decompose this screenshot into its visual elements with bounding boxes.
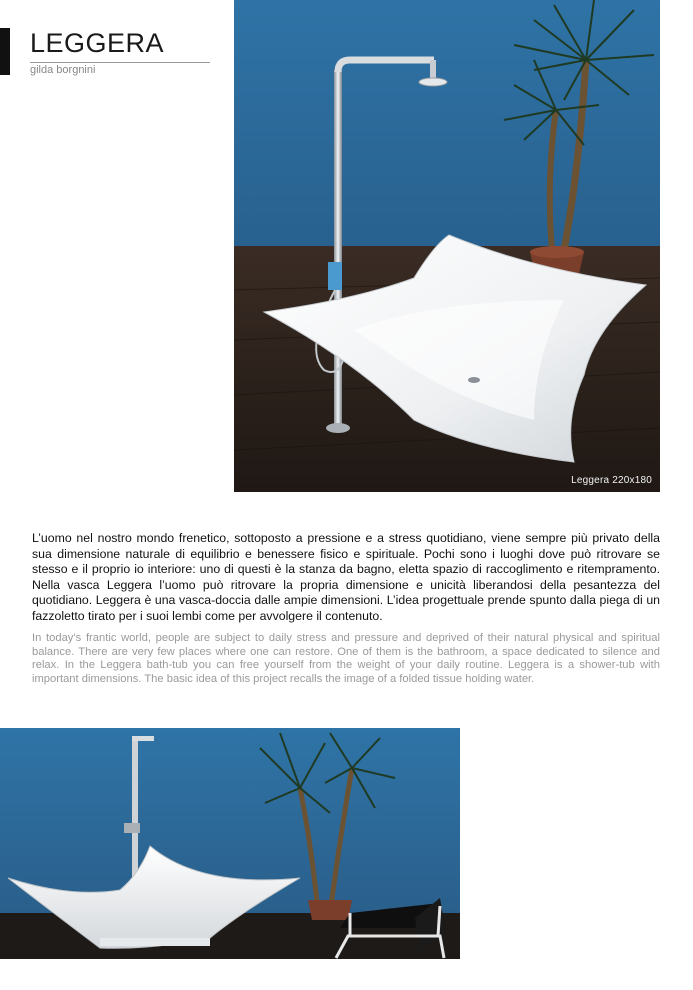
hero-caption: Leggera 220x180 (571, 475, 652, 486)
secondary-product-photo (0, 728, 460, 959)
hero-photo-illustration (234, 0, 660, 492)
designer-name: gilda borgnini (30, 64, 96, 76)
header-accent-bar (0, 28, 10, 75)
description-english: In today’s frantic world, people are subject to daily stress and pressure and deprived of their natural physical and spiritual balance. There are very few places where one can restore. One of them is the bathroom, a space dedicated to silence and relax. In the Leggera bath-tub you can free yourself from the weight of your daily routine. Leggera is a shower-tub with important dimensions. The basic idea of this project recalls the image of a folded tissue holding water. (32, 632, 660, 685)
title-divider (30, 62, 210, 63)
hero-product-photo (234, 0, 660, 492)
description-italian: L’uomo nel nostro mondo frenetico, sottoposto a pressione e a stress quotidiano, viene sempre più privato della sua dimensione naturale di equilibrio e benessere fisico e spirituale. Pochi sono i luoghi dove può ritrovare se stesso e il proprio io interiore: uno di questi è la stanza da bagno, eletta spazio di raccoglimento e ritempramento. Nella vasca Leggera l’uomo può ritrovare la propria dimensione e unicità liberandosi della pesantezza del quotidiano. Leggera è una vasca-doccia dalle ampie dimensioni. L’idea progettuale prende spunto dalla piega di un fazzoletto tirato per i suoi lembi come per avvolgere il contenuto. (32, 531, 660, 623)
blue-wall (234, 0, 660, 246)
product-title: LEGGERA (30, 28, 165, 58)
secondary-photo-illustration (0, 728, 460, 959)
